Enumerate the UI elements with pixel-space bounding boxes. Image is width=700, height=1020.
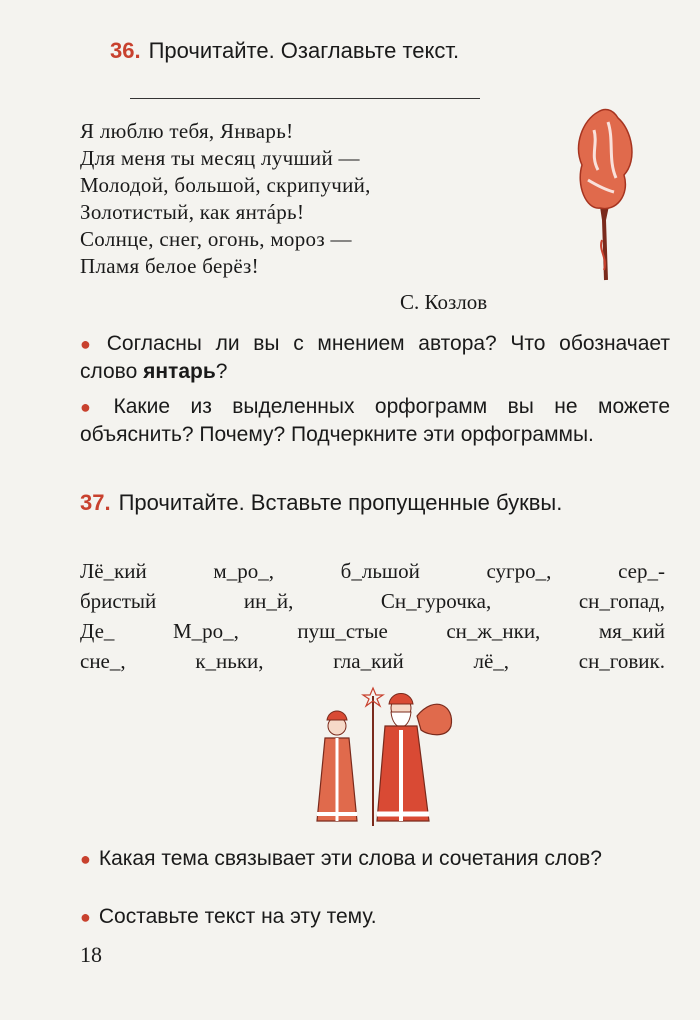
- question-37-1: [80, 845, 670, 873]
- exercise-37-instruction: Прочитайте. Вставьте пропущенные буквы.: [118, 490, 563, 515]
- snow-maiden-and-father-frost-illustration: [305, 686, 465, 831]
- poem: [80, 118, 510, 280]
- word-line: Лё_кий м_ро_, б_льшой сугро_, сер_-: [80, 559, 665, 583]
- exercise-37-words: [80, 556, 665, 676]
- keyword-yantar: янтарь: [143, 360, 216, 383]
- exercise-36-heading: [110, 36, 670, 66]
- question-text: Какая тема связывает эти слова и сочетания слов?: [98, 847, 602, 870]
- page-number: 18: [80, 942, 102, 967]
- poem-line: Золотистый, как янтáрь!: [80, 200, 305, 224]
- question-text: Согласны ли вы с мнением автора? Что обозначает слово: [80, 332, 670, 383]
- word-line: бристый ин_й, Сн_гурочка, сн_гопад,: [80, 589, 665, 613]
- poem-author: С. Козлов: [400, 290, 488, 314]
- bullet-icon: ●: [80, 397, 106, 417]
- poem-line: Молодой, большой, скрипучий,: [80, 173, 371, 197]
- question-37-2: [80, 903, 670, 931]
- birch-tree-illustration: [568, 100, 643, 285]
- exercise-36-instruction: Прочитайте. Озаглавьте текст.: [148, 38, 460, 63]
- poem-line: Пламя белое берёз!: [80, 254, 259, 278]
- bullet-icon: ●: [80, 849, 91, 869]
- bullet-icon: ●: [80, 907, 91, 927]
- poem-line: Солнце, снег, огонь, мороз —: [80, 227, 352, 251]
- title-blank-line: [130, 98, 480, 99]
- word-line: Де_ М_ро_, пуш_стые сн_ж_нки, мя_кий: [80, 619, 665, 643]
- question-36-2: [80, 393, 670, 448]
- bullet-icon: ●: [80, 334, 99, 354]
- poem-line: Для меня ты месяц лучший —: [80, 146, 360, 170]
- poem-line: Я люблю тебя, Январь!: [80, 119, 294, 143]
- question-text-end: ?: [215, 360, 228, 383]
- question-36-1: [80, 330, 670, 385]
- exercise-37-heading: [80, 488, 665, 518]
- word-line: сне_, к_ньки, гла_кий лё_, сн_говик.: [80, 649, 665, 673]
- question-text: Составьте текст на эту тему.: [98, 905, 377, 928]
- exercise-36-number: 36.: [110, 38, 141, 63]
- exercise-37-number: 37.: [80, 490, 111, 515]
- question-text: Какие из выделенных орфограмм вы не можете объяснить? Почему? Подчеркните эти орфограммы.: [80, 395, 670, 446]
